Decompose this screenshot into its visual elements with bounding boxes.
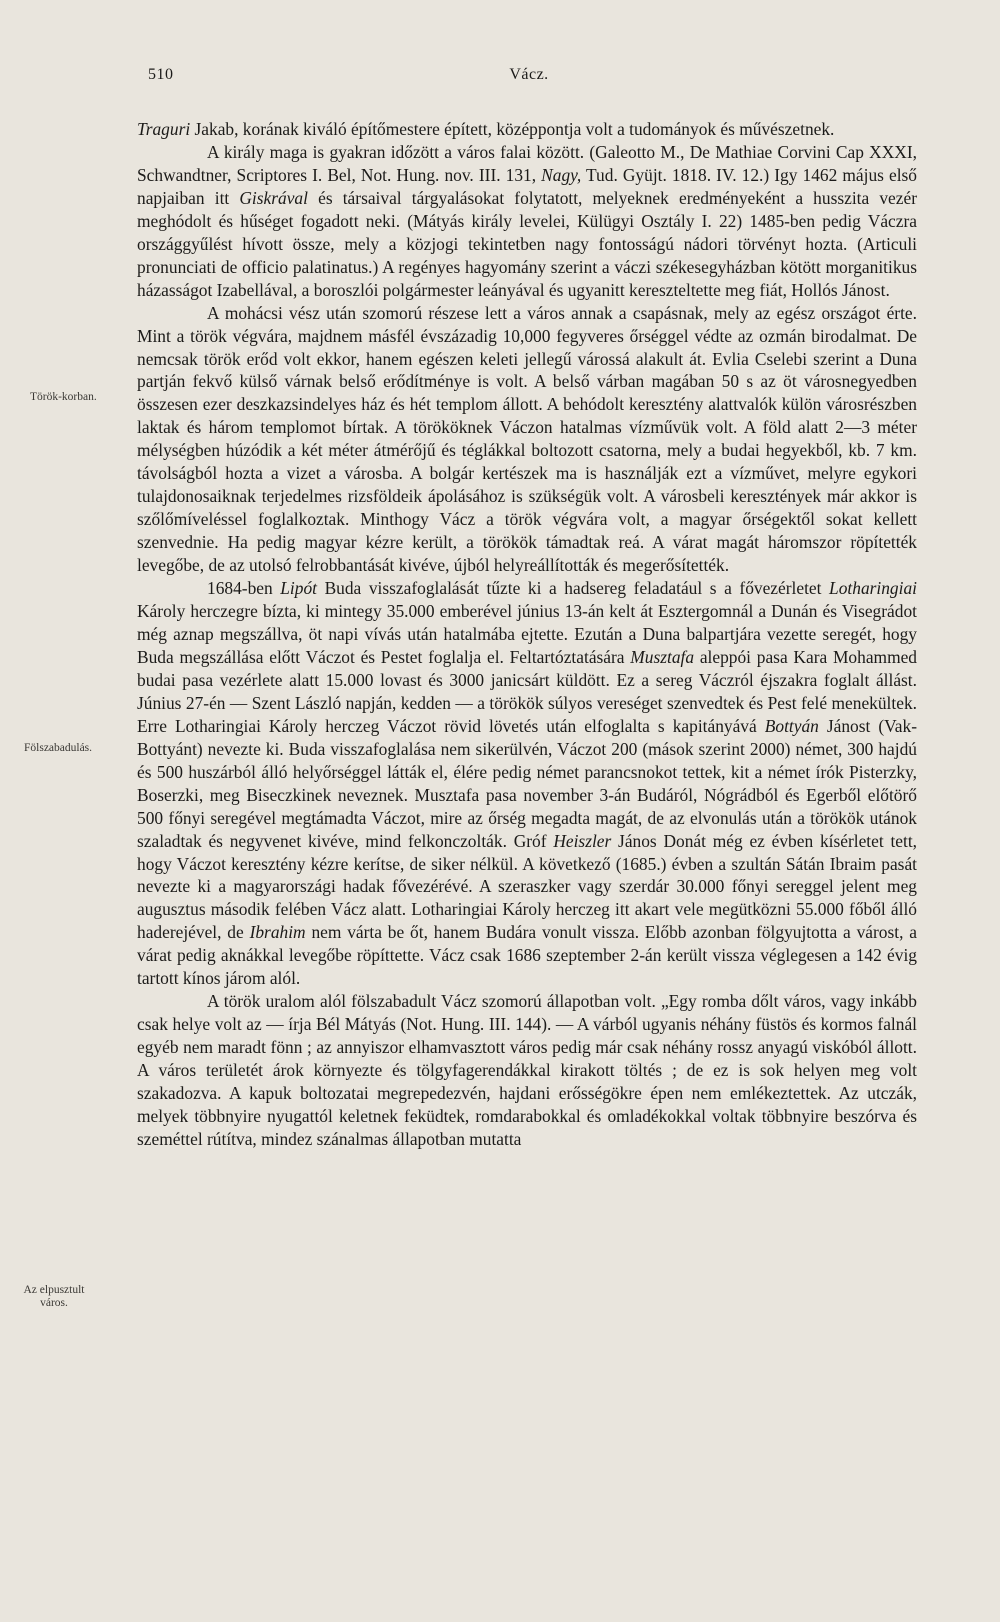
text-run: A mohácsi vész után szomorú részese lett a város annak a csapásnak, mely az egész országot érte. Mint a török végvára, majdnem másfél évszázadig 10,000 fegyveres őrséggel védte az ozmán birodalmat. De nemcsak török erőd volt ekkor, hanem egészen keleti jellegű várossá alakult át. Evlia Cselebi szerint a Duna partján fekvő külső várnak belső erődítménye is volt. A belső várban magában 50 s az öt városnegyedben összesen ezer deszkazsindelyes ház és hét templom állott. A behódolt keresztény alattvalók külön városrészben laktak és három templomot bírtak. A törököknek Váczon hatalmas vízművük volt. A föld alatt 2—3 méter mélységben húzódik a két méter átmérőjű és téglákkal boltozott csatorna, mely a budai hegyekből, kb. 7 km. távolságból hozta a vizet a városba. A bolgár kertészek ma is használják ezt a vízművet, melyre egykori tulajdonosaiknak terjedelmes rizsföldeik ápolásához is szükségük volt. A városbeli keresztények már akkor is szőlőmíveléssel foglalkoztak. Minthogy Vácz a török végvára volt, a magyar őrségektől sokat kellett szenvednie. Ha pedig magyar kézre került, a törökök támadtak reá. A várat magát háromszor röpítették levegőbe, de az utolsó felrobbantását kivéve, újból helyreállították és megerősítették. <box>137 302 917 576</box>
text-run: Károly herczegre bízta, ki mintegy 35.000 emberével június 13-án kelt át Esztergomnál a Dunán és Visegrádot még aznap megszállva, öt napi vívás után hatalmába ejtette. Ezután a Duna balpartjára vezette seregét, hogy Buda megszállása előtt Váczot és Pestet foglalja el. Feltartóztatására <box>137 601 917 667</box>
paragraph <box>137 302 917 577</box>
paragraph <box>137 990 917 1151</box>
italic-name: Heiszler <box>553 830 612 851</box>
text-run: A király maga is gyakran időzött a város falai között. (Galeotto M., De Mathiae Corvini Cap XXXI, Schwandtner, Scriptores I. Bel, Not. Hung. nov. III. 131, <box>137 141 917 185</box>
italic-name: Bottyán <box>764 715 819 736</box>
text-run: Jánost (Vak-Bottyánt) nevezte ki. Buda visszafoglalása nem sikerülvén, Váczot 200 (mások szerint 2000) német, 300 hajdú és 500 huszárból álló helyőrséggel látták el, élére pedig német parancsnokot tettek, kit a német írók Pisterzky, Boserzki, meg Biseczkinek neveznek. Musztafa pasa november 3-án Budáról, Nógrádból és Egerből előtörő 500 főnyi seregével megtámadta Váczot, mire az őrség megadta magát, de az elvonulás után a törökök utánok szaladtak és negyvenet kivéve, mind felkonczolták. Gróf <box>137 715 917 851</box>
italic-name: Giskrával <box>239 187 308 208</box>
text-run: A török uralom alól fölszabadult Vácz szomorú állapotban volt. „Egy romba dőlt város, vagy inkább csak helye volt az — írja Bél Mátyás (Not. Hung. III. 144). — A várból ugyanis néhány füstös és kormos falnál egyéb nem maradt fönn ; az annyiszor elhamvasztott város pedig már csak néhány rossz anyagú viskóból állott. A város területét árok környezte és tölgyfagerendákkal kirakott töltés ; de ez is sok helyen meg volt szakadozva. A kapuk boltozatai megrepedezvén, hajdani erősségökre épen nem emlékeztettek. Az utczák, melyek többnyire nyugattól keletnek feküdtek, romdarabokkal és omladékokkal voltak többnyire beszórva és szeméttel rútítva, mindez szánalmas állapotban mutatta <box>137 991 917 1149</box>
body-text <box>137 118 917 1151</box>
italic-name: Lotharingiai <box>829 578 917 599</box>
text-run: aleppói pasa Kara Mohammed budai pasa vezérlete alatt 15.000 lovast és 3000 janicsárt küldött. Ez a sereg Váczról éjszakra foglalt állást. Június 27-én — Szent László napján, kedden — a törökök súlyos vereséget szenvedtek és Pest felé menekültek. Erre Lotharingiai Károly herczeg Váczot rövid lövetés után elfoglalta s kapitányává <box>137 646 918 736</box>
italic-name: Ibrahim <box>249 922 306 943</box>
text-run: János Donát még ez évben kísérletet tett, hogy Váczot keresztény kézre kerítse, de siker nélkül. A következő (1685.) évben a szultán Sátán Ibraim pasát nevezte ki a magyarországi hadak fővezérévé. A szeraszker vagy szerdár 30.000 főnyi sereggel jelent meg augusztus második felében Vácz alatt. Lotharingiai Károly herczeg itt akart vele megütközni 55.000 főből álló haderejével, de <box>137 830 918 943</box>
italic-name: Lipót <box>280 578 317 599</box>
text-run: Tud. Gyüjt. 1818. IV. 12.) Igy 1462 május első napjaiban itt <box>137 164 917 208</box>
paragraph <box>137 118 917 141</box>
text-run: 1684-ben <box>207 578 281 599</box>
text-run: Jakab, korának kiváló építőmestere épített, középpontja volt a tudományok és művészetnek. <box>190 119 835 139</box>
margin-note-folszabadulas: Fölszabadulás. <box>24 742 93 754</box>
italic-name: Musztafa <box>630 646 695 667</box>
paragraph <box>137 141 917 302</box>
margin-note-elpusztult-varos: Az elpusztult város. <box>23 1284 85 1309</box>
margin-note-torok-korban: Török-korban. <box>30 391 97 403</box>
italic-name: Nagy, <box>541 164 582 185</box>
text-run: és társaival tárgyalásokat folytatott, melyeknek eredményeként a husszita vezér meghódolt és hűséget fogadott neki. (Mátyás király levelei, Külügyi Osztály I. 22) 1485-ben pedig Váczra országgyűlést hívott össze, mely a közjogi tekintetben nagy fontosságú nádori törvényt hozta. (Articuli pronunciati de officio palatinatus.) A regényes hagyomány szerint a váczi székesegyházban kötött morganitikus házasságot Izabellával, a boroszlói polgármester leányával és ugyanitt kereszteltette meg fiát, Hollós Jánost. <box>137 187 917 300</box>
page-number: 510 <box>148 66 174 83</box>
page-header <box>148 66 910 90</box>
running-title: Vácz. <box>509 66 549 83</box>
italic-name: Traguri <box>137 119 191 139</box>
text-run: nem várta be őt, hanem Budára vonult vissza. Előbb azonban fölgyujtotta a várost, a várat pedig aknákkal levegőbe röpíttette. Vácz csak 1686 szeptember 2-án került vissza véglegesen a 142 évig tartott kínos járom alól. <box>137 922 917 989</box>
text-run: Buda visszafoglalását tűzte ki a hadsereg feladatául s a fővezérletet <box>317 578 830 599</box>
paragraph <box>137 577 917 990</box>
